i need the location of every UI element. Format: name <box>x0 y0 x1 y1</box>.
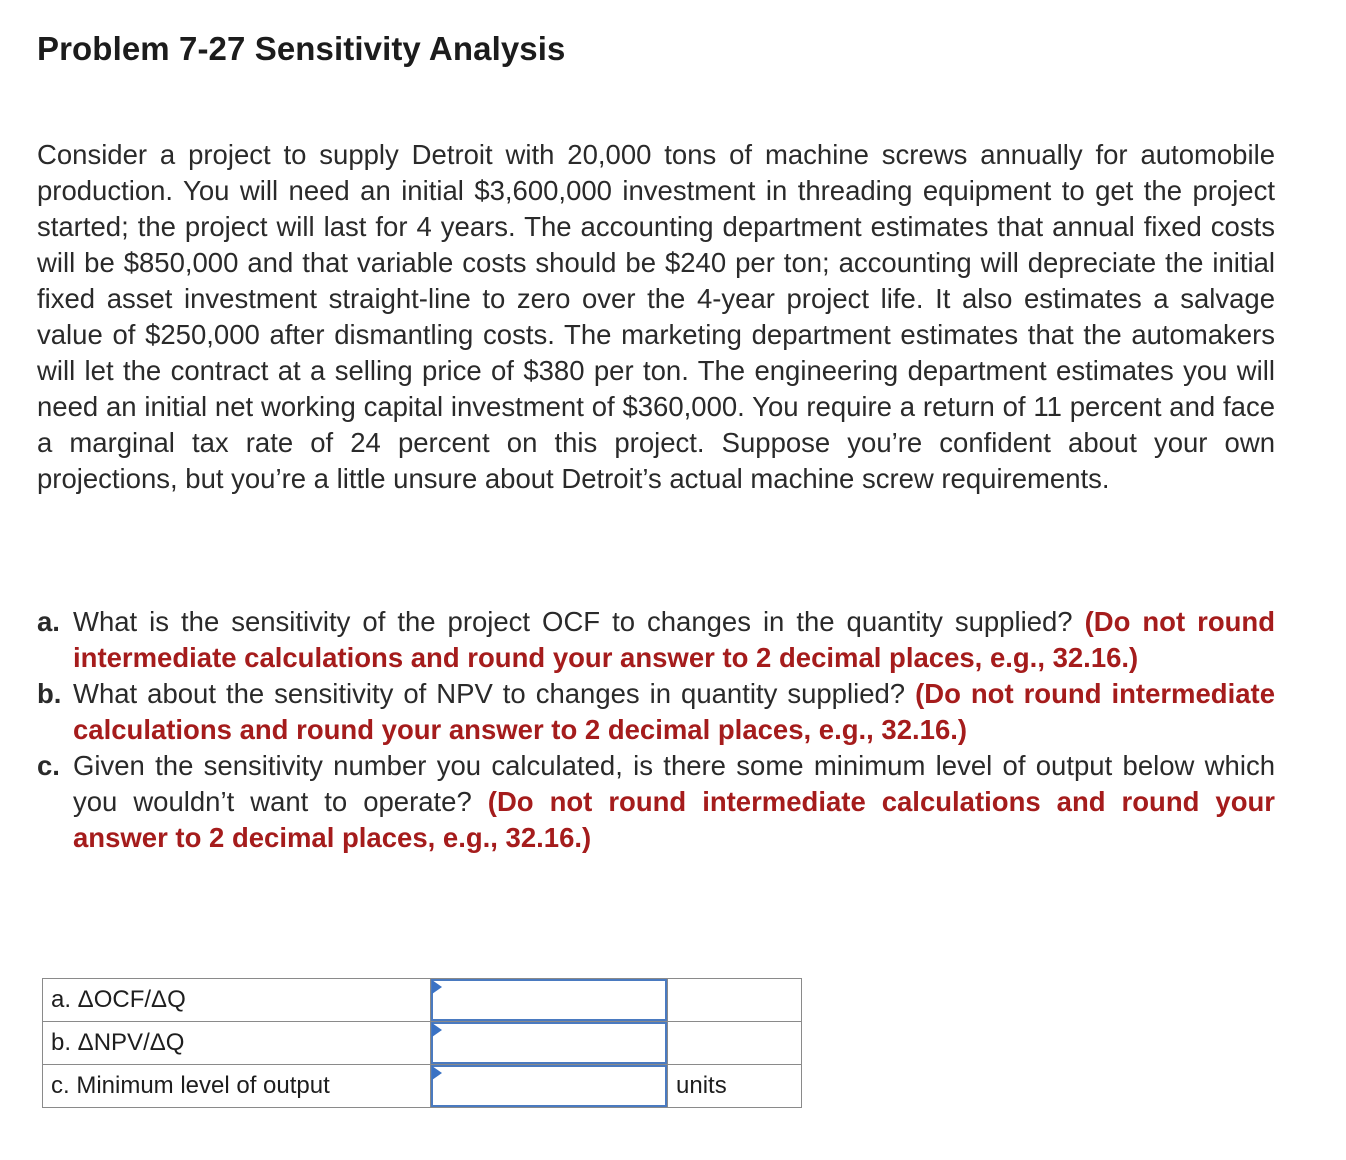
unit-label <box>668 979 802 1022</box>
answer-row-minimum-output <box>43 1065 802 1108</box>
unit-label <box>668 1022 802 1065</box>
rounding-instruction: (Do not round intermediate calculations and round your answer to 2 decimal places, e.g., 32.16.) <box>73 678 1275 745</box>
row-label: b. ΔNPV/ΔQ <box>43 1022 431 1065</box>
input-marker-icon <box>432 1066 442 1080</box>
rounding-instruction: (Do not round intermediate calculations and round your answer to 2 decimal places, e.g., 32.16.) <box>73 786 1276 853</box>
question-text: Given the sensitivity number you calculated, is there some minimum level of output below which you wouldn’t want to operate? <box>73 750 1275 817</box>
npv-sensitivity-input[interactable] <box>431 1022 667 1064</box>
input-marker-icon <box>432 980 442 994</box>
row-label: a. ΔOCF/ΔQ <box>43 979 431 1022</box>
problem-statement: Consider a project to supply Detroit with 20,000 tons of machine screws annually for automobile production. You will need an initial $3,600,000 investment in threading equipment to get the project started; the project will last for 4 years. The accounting department estimates that annual fixed costs will be $850,000 and that variable costs should be $240 per ton; accounting will depreciate the initial fixed asset investment straight-line to zero over the 4-year project life. It also estimates a salvage value of $250,000 after dismantling costs. The marketing department estimates that the automakers will let the contract at a selling price of $380 per ton. The engineering department estimates you will need an initial net working capital investment of $360,000. You require a return of 11 percent and face a marginal tax rate of 24 percent on this project. Suppose you’re confident about your own projections, but you’re a little unsure about Detroit’s actual machine screw requirements. <box>37 139 1275 494</box>
question-text: What about the sensitivity of NPV to changes in quantity supplied? <box>73 678 906 709</box>
question-list <box>37 604 1275 856</box>
answer-cell <box>431 1022 668 1065</box>
answer-table <box>42 978 802 1108</box>
question-a <box>37 604 1275 676</box>
answer-row-ocf-sensitivity <box>43 979 802 1022</box>
unit-label: units <box>668 1065 802 1108</box>
question-letter: b. <box>37 678 62 709</box>
row-label: c. Minimum level of output <box>43 1065 431 1108</box>
problem-title: Problem 7-27 Sensitivity Analysis <box>37 30 566 67</box>
question-b <box>37 676 1275 748</box>
input-marker-icon <box>432 1023 442 1037</box>
answer-row-npv-sensitivity <box>43 1022 802 1065</box>
answer-cell <box>431 979 668 1022</box>
minimum-output-input[interactable] <box>431 1065 667 1107</box>
rounding-instruction: (Do not round intermediate calculations and round your answer to 2 decimal places, e.g., 32.16.) <box>73 606 1276 673</box>
question-letter: c. <box>37 750 60 781</box>
answer-cell <box>431 1065 668 1108</box>
question-c <box>37 748 1275 856</box>
question-letter: a. <box>37 606 60 637</box>
ocf-sensitivity-input[interactable] <box>431 979 667 1021</box>
question-text: What is the sensitivity of the project OCF to changes in the quantity supplied? <box>73 606 1073 637</box>
